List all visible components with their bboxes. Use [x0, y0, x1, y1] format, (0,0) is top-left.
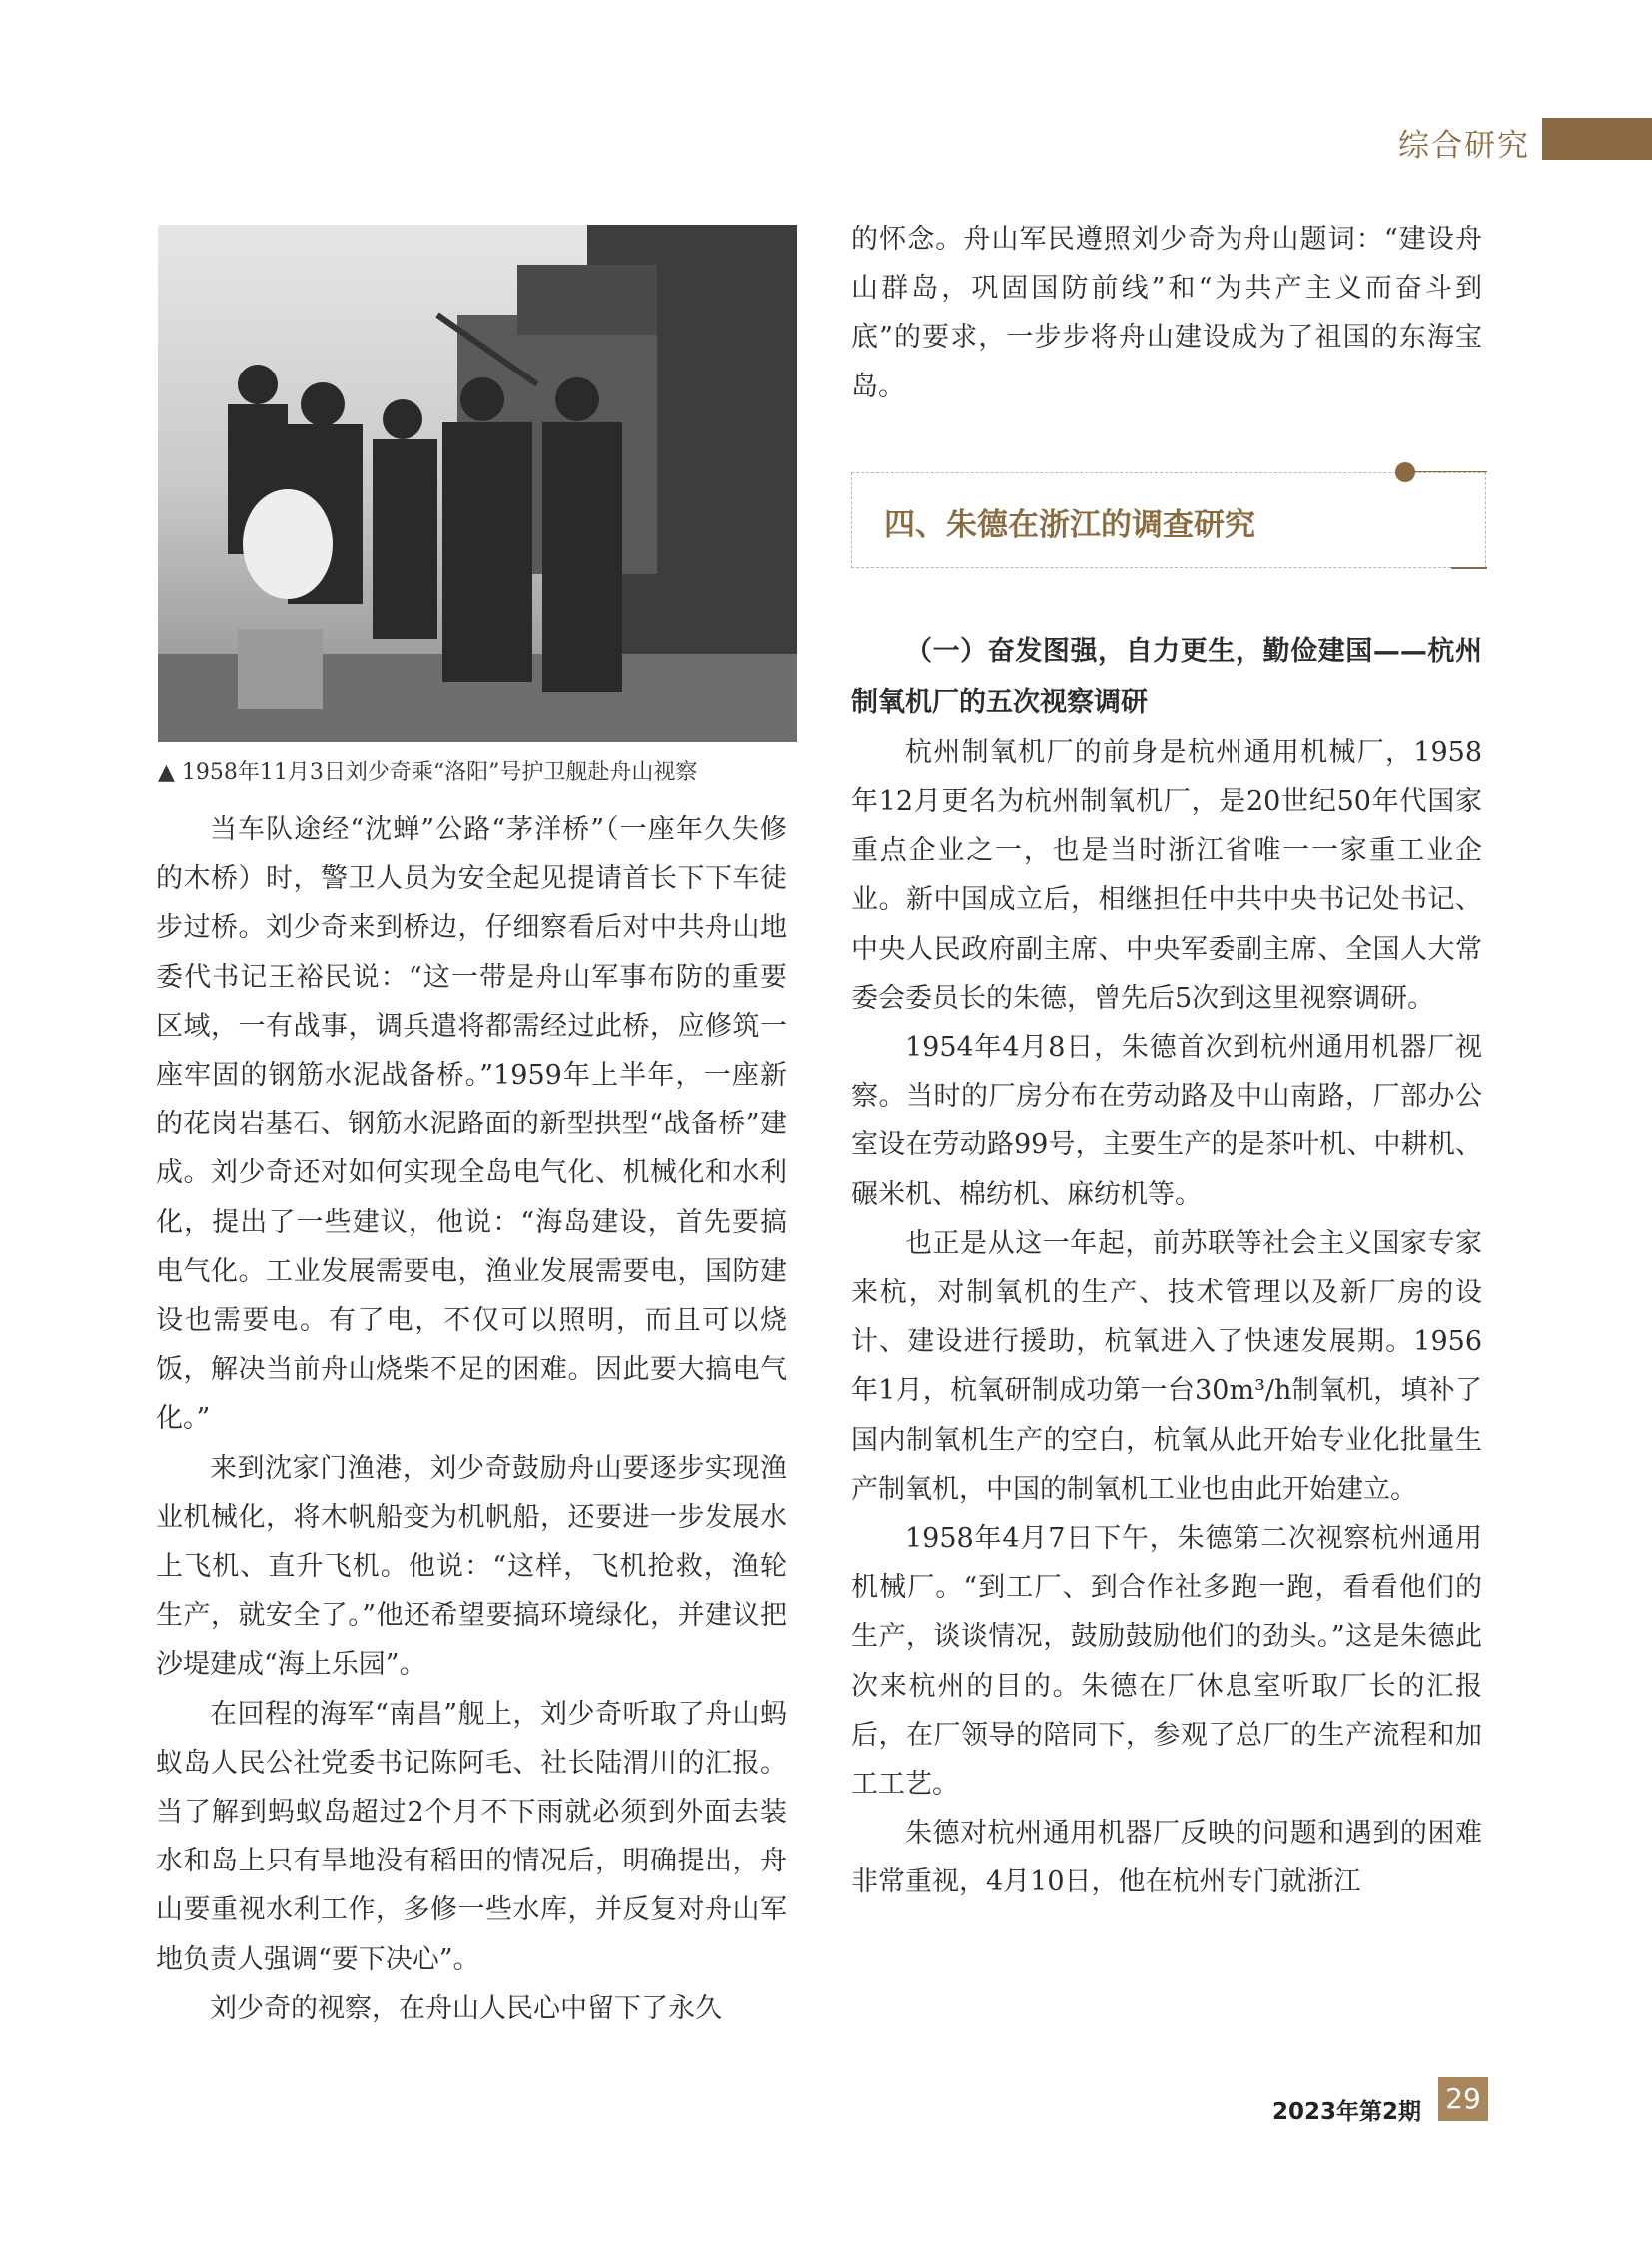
section-heading-line	[1407, 471, 1487, 473]
left-paragraph-4: 刘少奇的视察，在舟山人民心中留下了永久	[210, 1992, 722, 2024]
left-paragraph-3: 在回程的海军“南昌”舰上，刘少奇听取了舟山蚂蚁岛人民公社党委书记陈阿毛、社长陆渭川的汇报。当了解到蚂蚁岛超过2个月不下雨就必须到外面去装水和岛上只有旱地没有稻田的情况后，明确提出，舟山要重视水利工作，多修一些水库，并反复对舟山军地负责人强调“要下决心”。	[156, 1698, 787, 1975]
right-paragraph-2: 1954年4月8日，朱德首次到杭州通用机器厂视察。当时的厂房分布在劳动路及中山南路，厂部办公室设在劳动路99号，主要生产的是茶叶机、中耕机、碾米机、棉纺机、麻纺机等。	[851, 1032, 1482, 1210]
right-column	[851, 215, 1482, 1907]
section-heading: 四、朱德在浙江的调查研究	[884, 506, 1255, 543]
right-continuation: 的怀念。舟山军民遵照刘少奇为舟山题词：“建设舟山群岛，巩固国防前线”和“为共产主义而奋斗到底”的要求，一步步将舟山建设成为了祖国的东海宝岛。	[851, 224, 1482, 402]
right-paragraph-4: 1958年4月7日下午，朱德第二次视察杭州通用机械厂。“到工厂、到合作社多跑一跑，看看他们的生产，谈谈情况，鼓励鼓励他们的劲头。”这是朱德此次来杭州的目的。朱德在厂休息室听取厂长的汇报后，在厂领导的陪同下，参观了总厂的生产流程和加工工艺。	[851, 1523, 1482, 1801]
subheading: （一）奋发图强，自力更生，勤俭建国——杭州制氧机厂的五次视察调研	[851, 635, 1482, 718]
right-paragraph-3: 也正是从这一年起，前苏联等社会主义国家专家来杭，对制氧机的生产、技术管理以及新厂房的设计、建设进行援助，杭氧进入了快速发展期。1956年1月，杭氧研制成功第一台30m³/h制氧机，填补了国内制氧机生产的空白，杭氧从此开始专业化批量生产制氧机，中国的制氧机工业也由此开始建立。	[851, 1227, 1482, 1505]
left-paragraph-2: 来到沈家门渔港，刘少奇鼓励舟山要逐步实现渔业机械化，将木帆船变为机帆船，还要进一步发展水上飞机、直升飞机。他说：“这样，飞机抢救，渔轮生产，就安全了。”他还希望要搞环境绿化，并建议把沙堤建成“海上乐园”。	[156, 1452, 787, 1681]
section-heading-corner	[1451, 567, 1487, 569]
photo-caption: ▲ 1958年11月3日刘少奇乘“洛阳”号护卫舰赴舟山视察	[158, 760, 698, 785]
header-section-label: 综合研究	[1398, 128, 1530, 164]
left-column	[156, 805, 787, 2033]
header-accent-bar	[1542, 118, 1652, 160]
historical-photo	[158, 225, 797, 742]
right-paragraph-5: 朱德对杭州通用机器厂反映的问题和遇到的困难非常重视，4月10日，他在杭州专门就浙江	[851, 1818, 1482, 1898]
right-paragraph-1: 杭州制氧机厂的前身是杭州通用机械厂，1958年12月更名为杭州制氧机厂，是20世纪50年代国家重点企业之一，也是当时浙江省唯一一家重工业企业。新中国成立后，相继担任中共中央书记处书记、中央人民政府副主席、中央军委副主席、全国人大常委会委员长的朱德，曾先后5次到这里视察调研。	[851, 736, 1482, 1014]
section-heading-dot	[1395, 462, 1415, 482]
left-paragraph-1: 当车队途经“沈蝉”公路“茅洋桥”（一座年久失修的木桥）时，警卫人员为安全起见提请首长下下车徒步过桥。刘少奇来到桥边，仔细察看后对中共舟山地委代书记王裕民说：“这一带是舟山军事布防的重要区域，一有战事，调兵遣将都需经过此桥，应修筑一座牢固的钢筋水泥战备桥。”1959年上半年，一座新的花岗岩基石、钢筋水泥路面的新型拱型“战备桥”建成。刘少奇还对如何实现全岛电气化、机械化和水利化，提出了一些建议，他说：“海岛建设，首先要搞电气化。工业发展需要电，渔业发展需要电，国防建设也需要电。有了电，不仅可以照明，而且可以烧饭，解决当前舟山烧柴不足的困难。因此要大搞电气化。”	[156, 814, 787, 1435]
footer-issue: 2023年第2期	[1272, 2099, 1422, 2125]
page-number: 29	[1438, 2077, 1488, 2121]
section-heading-box	[851, 472, 1486, 568]
